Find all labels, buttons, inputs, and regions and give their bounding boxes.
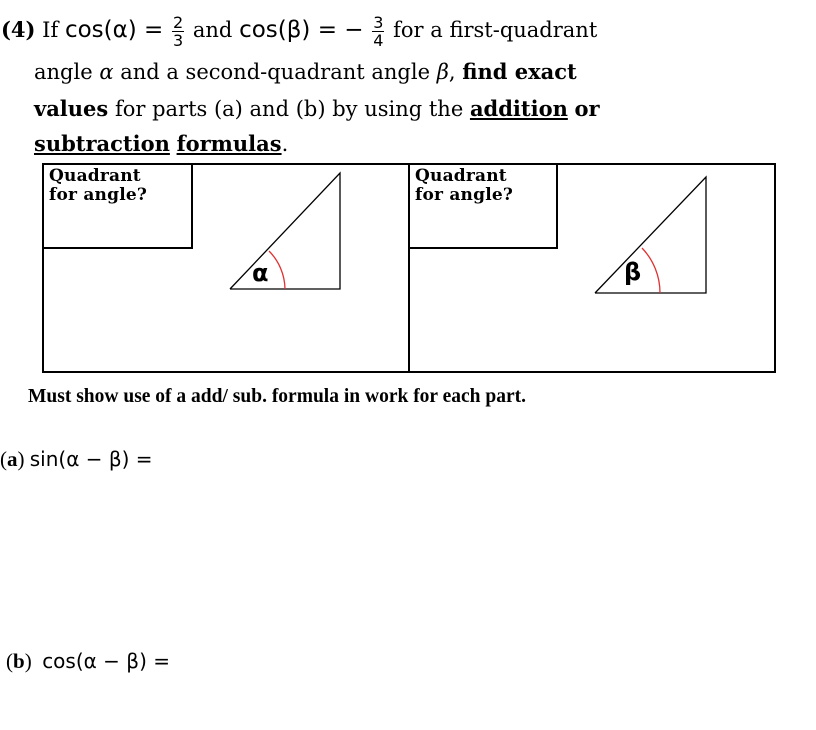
part-a-expr: sin(α − β) =: [29, 447, 153, 471]
beta-numerator: 3: [373, 13, 384, 32]
alpha-angle-label: α: [252, 259, 269, 287]
line2-c: ,: [448, 60, 456, 84]
part-b-label: b: [13, 649, 25, 673]
line2-bold: find exact: [462, 59, 577, 84]
alpha-arc: [269, 251, 285, 289]
line3-text: for parts (a) and (b) by using the: [114, 97, 464, 121]
line4-end: .: [281, 132, 289, 156]
alpha-denominator: 3: [173, 31, 184, 50]
part-b-expr: cos(α − β) =: [42, 649, 170, 673]
formulas-word: formulas: [176, 131, 282, 156]
alpha-symbol: α: [99, 60, 114, 84]
beta-angle-label: β: [624, 258, 642, 286]
subtraction-word: subtraction: [34, 131, 170, 156]
cos-beta-expr: cos(β) = −: [239, 17, 364, 43]
tail-line1: for a first-quadrant: [393, 18, 598, 42]
problem-number: (4): [1, 17, 36, 42]
addition-word: addition: [469, 96, 568, 121]
line3-bold: values: [34, 96, 109, 121]
and-text: and: [192, 18, 233, 42]
if-text: If: [42, 18, 59, 42]
cos-alpha-expr: cos(α) =: [64, 17, 164, 43]
part-a-label: a: [7, 447, 18, 471]
alpha-numerator: 2: [173, 13, 184, 32]
or-word: or: [574, 96, 600, 121]
right-quadrant-label: Quadrant for angle?: [415, 166, 514, 205]
part-b: (b) cos(α − β) =: [6, 649, 170, 673]
beta-denominator: 4: [373, 31, 384, 50]
left-quadrant-label: Quadrant for angle?: [49, 166, 148, 205]
instruction-note: Must show use of a add/ sub. formula in work for each part.: [28, 386, 527, 407]
line2-b: and a second-quadrant angle: [120, 60, 430, 84]
beta-symbol: β: [436, 60, 449, 84]
beta-triangle: [595, 177, 706, 293]
part-a: (a) sin(α − β) =: [0, 447, 153, 471]
beta-arc: [642, 248, 660, 293]
alpha-triangle: [230, 173, 340, 289]
line2-a: angle: [34, 60, 93, 84]
